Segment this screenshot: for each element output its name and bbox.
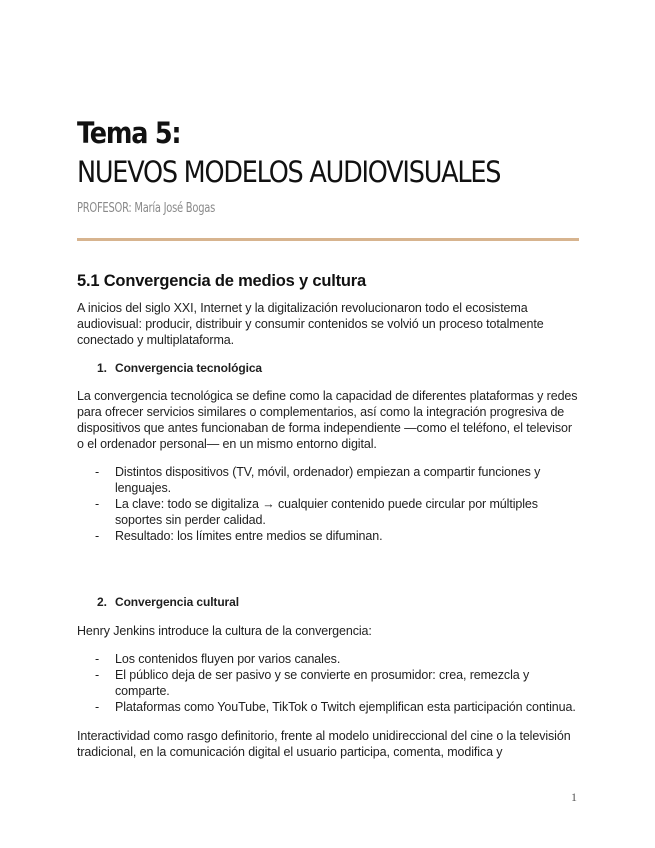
bullet-dash: - — [95, 700, 100, 714]
page-number: 1 — [571, 790, 577, 804]
list-item: - Distintos dispositivos (TV, móvil, ordenador) empiezan a compartir funciones y lenguajes. — [95, 465, 541, 495]
bullet-list — [77, 651, 582, 715]
professor-line: PROFESOR: María José Bogas — [77, 201, 216, 216]
list-item: - El público deja de ser pasivo y se convierte en prosumidor: crea, remezcla y comparte. — [95, 668, 530, 698]
subsection-title: Convergencia cultural — [115, 595, 239, 609]
bullet-list — [77, 464, 582, 544]
list-item: - La clave: todo se digitaliza → cualquier contenido puede circular por múltiples soportes sin perder calidad. — [95, 497, 538, 527]
list-item: - Plataformas como YouTube, TikTok o Twitch ejemplifican esta participación continua. — [95, 700, 576, 714]
header-divider — [77, 238, 579, 241]
subsection-paragraph: Henry Jenkins introduce la cultura de la convergencia: — [77, 624, 372, 638]
subsection-paragraph: La convergencia tecnológica se define como la capacidad de diferentes plataformas y redes para ofrecer servicios similares o complementarios, así como la integración progresiva de dispositivos que antes funcionaban de forma independiente —como el teléfono, el televisor o el ordenador personal— en un mismo entorno digital. — [77, 389, 578, 451]
bullet-dash: - — [95, 497, 100, 511]
subsection-heading — [97, 594, 582, 610]
subsection-title: Convergencia tecnológica — [115, 361, 262, 375]
title-main: NUEVOS MODELOS AUDIOVISUALES — [77, 155, 501, 189]
bullet-dash: - — [95, 529, 100, 543]
subsection-heading — [97, 360, 582, 376]
bullet-dash: - — [95, 668, 100, 682]
list-item: - Los contenidos fluyen por varios canales. — [95, 652, 341, 666]
bullet-dash: - — [95, 652, 100, 666]
section-heading: 5.1 Convergencia de medios y cultura — [77, 272, 366, 290]
section-intro: A inicios del siglo XXI, Internet y la digitalización revolucionaron todo el ecosistema audiovisual: producir, distribuir y consumir contenidos se volvió un proceso totalmente conectado y multiplataforma. — [77, 301, 544, 347]
title-topic: Tema 5: — [77, 116, 181, 150]
bullet-dash: - — [95, 465, 100, 479]
list-item: - Resultado: los límites entre medios se difuminan. — [95, 529, 383, 543]
subsection-number: 2. — [97, 595, 107, 609]
document-body — [77, 270, 582, 760]
closing-paragraph: Interactividad como rasgo definitorio, frente al modelo unidireccional del cine o la televisión tradicional, en la comunicación digital el usuario participa, comenta, modifica y — [77, 729, 571, 759]
subsection-number: 1. — [97, 361, 107, 375]
